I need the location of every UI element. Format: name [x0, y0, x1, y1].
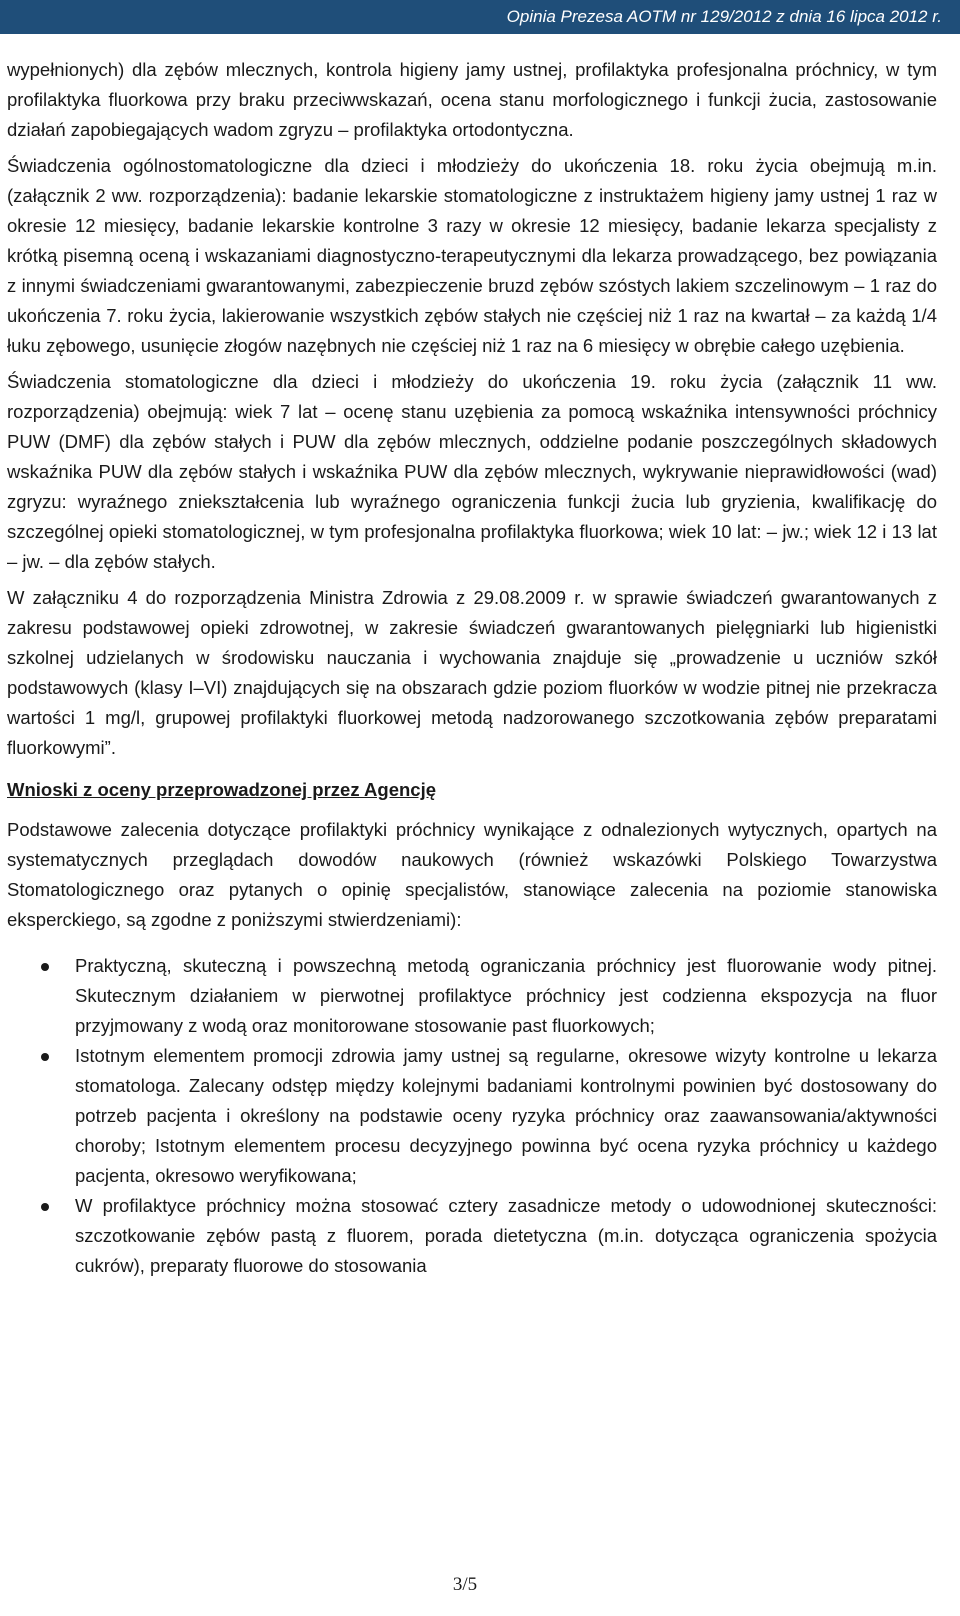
paragraph-4: W załączniku 4 do rozporządzenia Ministra Zdrowia z 29.08.2009 r. w sprawie świadczeń gwarantowanych z zakresu podstawowej opieki zdrowotnej, w zakresie świadczeń gwarantowanych pielęgniarki lub higienistki szkolnej udzielanych w środowisku nauczania i wychowania znajduje się „prowadzenie u uczniów szkół podstawowych (klasy I–VI) znajdujących się na obszarach gdzie poziom fluorków w wodzie pitnej nie przekracza wartości 1 mg/l, grupowej profilaktyki fluorkowej metodą nadzorowanego szczotkowania zębów preparatami fluorkowymi”.: [7, 587, 937, 758]
paragraph-3: Świadczenia stomatologiczne dla dzieci i młodzieży do ukończenia 19. roku życia (załącznik 11 ww. rozporządzenia) obejmują: wiek 7 lat – ocenę stanu uzębienia za pomocą wskaźnika intensywności próchnicy PUW (DMF) dla zębów stałych i PUW dla zębów mlecznych, oddzielne podanie poszczególnych składowych wskaźnika PUW dla zębów stałych i wskaźnika PUW dla zębów mlecznych, wykrywanie nieprawidłowości (wad) zgryzu: wyraźnego zniekształcenia lub wyraźnego ograniczenia funkcji żucia lub gryzienia, kwalifikację do szczególnej opieki stomatologicznej, w tym profesjonalna profilaktyka fluorkowa; wiek 10 lat: – jw.; wiek 12 i 13 lat – jw. – dla zębów stałych.: [7, 371, 937, 572]
list-item-text: W profilaktyce próchnicy można stosować cztery zasadnicze metody o udowodnionej skuteczności: szczotkowanie zębów pastą z fluorem, porada dietetyczna (m.in. dotycząca ograniczenia spożycia cukrów), preparaty fluorowe do stosowania: [75, 1195, 937, 1276]
bullet-icon: [41, 1053, 49, 1061]
page-number: 3/5: [452, 1574, 478, 1595]
paragraph-2: Świadczenia ogólnostomatologiczne dla dzieci i młodzieży do ukończenia 18. roku życia obejmują m.in. (załącznik 2 ww. rozporządzenia): badanie lekarskie stomatologiczne z instruktażem higieny jamy ustnej 1 raz w okresie 12 miesięcy, badanie lekarskie kontrolne 3 razy w okresie 12 miesięcy, badanie lekarza specjalisty z krótką pisemną oceną i wskazaniami diagnostyczno-terapeutycznymi dla lekarza prowadzącego, bez powiązania z innymi świadczeniami gwarantowanymi, zabezpieczenie bruzd zębów szóstych lakiem szczelinowym – 1 raz do ukończenia 7. roku życia, lakierowanie wszystkich zębów stałych nie częściej niż 1 raz na kwartał – za każdą 1/4 łuku zębowego, usunięcie złogów nazębnych nie częściej niż 1 raz na 6 miesięcy w obrębie całego uzębienia.: [7, 155, 937, 356]
list-item: [7, 1041, 937, 1191]
document-title: Opinia Prezesa AOTM nr 129/2012 z dnia 16 lipca 2012 r.: [506, 7, 942, 26]
section-heading: Wnioski z oceny przeprowadzonej przez Agencję: [7, 779, 437, 800]
list-item-text: Praktyczną, skuteczną i powszechną metodą ograniczania próchnicy jest fluorowanie wody pitnej. Skutecznym działaniem w pierwotnej profilaktyce próchnicy jest codzienna ekspozycja na fluor przyjmowany z wodą oraz monitorowane stosowanie past fluorkowych;: [75, 955, 937, 1036]
bullet-icon: [41, 1203, 49, 1211]
paragraph-1: wypełnionych) dla zębów mlecznych, kontrola higieny jamy ustnej, profilaktyka profesjonalna próchnicy, w tym profilaktyka fluorkowa przy braku przeciwwskazań, ocena stanu morfologicznego i funkcji żucia, zastosowanie działań zapobiegających wadom zgryzu – profilaktyka ortodontyczna.: [7, 59, 937, 140]
bullet-list: [7, 951, 937, 1281]
page-header: [0, 0, 960, 34]
list-item-text: Istotnym elementem promocji zdrowia jamy ustnej są regularne, okresowe wizyty kontrolne u lekarza stomatologa. Zalecany odstęp między kolejnymi badaniami kontrolnymi powinien być dostosowany do potrzeb pacjenta i określony na podstawie oceny ryzyka próchnicy oraz zaawansowania/aktywności choroby; Istotnym elementem procesu decyzyjnego powinna być ocena ryzyka próchnicy u każdego pacjenta, okresowo weryfikowana;: [75, 1045, 937, 1186]
document-body: [7, 55, 937, 1281]
list-item: [7, 1191, 937, 1281]
list-item: [7, 951, 937, 1041]
paragraph-5: Podstawowe zalecenia dotyczące profilaktyki próchnicy wynikające z odnalezionych wytycznych, opartych na systematycznych przeglądach dowodów naukowych (również wskazówki Polskiego Towarzystwa Stomatologicznego oraz pytanych o opinię specjalistów, stanowiące zalecenia na poziomie stanowiska eksperckiego, są zgodne z poniższymi stwierdzeniami):: [7, 819, 937, 930]
bullet-icon: [41, 963, 49, 971]
